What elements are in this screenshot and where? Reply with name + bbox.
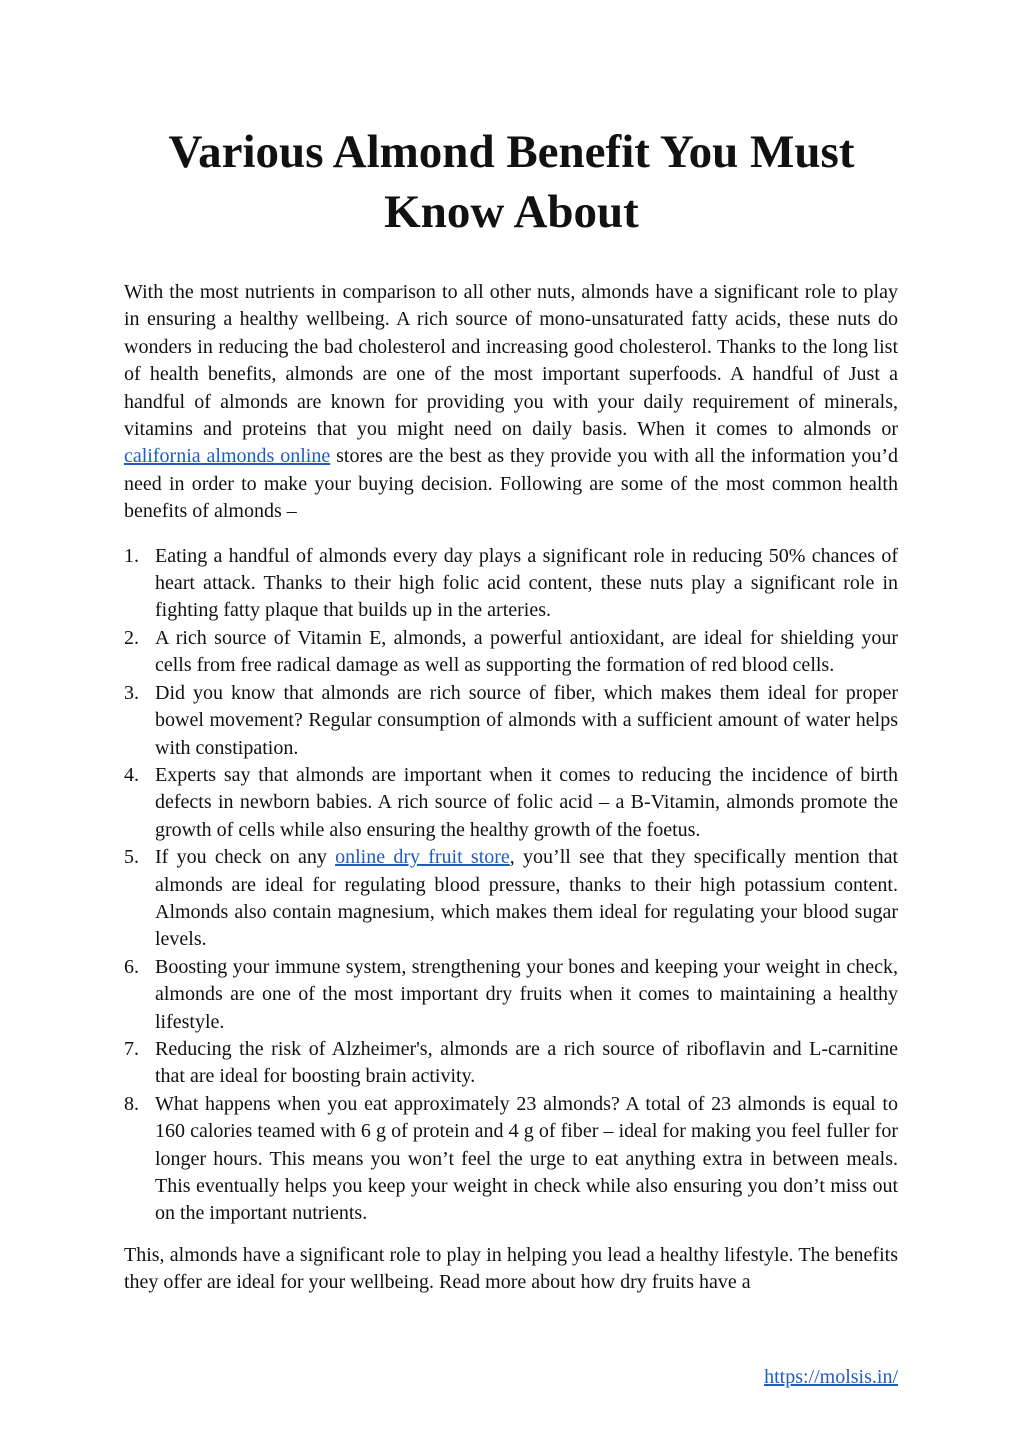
list-item-text-after-link: , you’ll see that they specifically mention that almonds are ideal for regulating blood pressure, thanks to their high potassium content. Almonds also contain magnesium, which makes them ideal for regulating your blood sugar levels. (155, 846, 898, 951)
list-item (124, 680, 898, 762)
list-item (124, 844, 898, 954)
list-item-number: 2. (124, 626, 139, 649)
online-dry-fruit-store-link[interactable]: online dry fruit store (335, 846, 510, 869)
footer-url-link[interactable]: https://molsis.in/ (764, 1366, 898, 1388)
list-item-number: 4. (124, 763, 139, 786)
list-item-text: Boosting your immune system, strengthening your bones and keeping your weight in check, almonds are one of the most important dry fruits when it comes to maintaining a healthy lifestyle. (155, 955, 898, 1033)
list-item-text: Eating a handful of almonds every day plays a significant role in reducing 50% chances of heart attack. Thanks to their high folic acid content, these nuts play a significant role in fighting fatty plaque that builds up in the arteries. (155, 544, 898, 622)
benefits-list (124, 543, 898, 1228)
list-item-text-before-link: If you check on any (155, 846, 336, 869)
list-item-text: Did you know that almonds are rich source of fiber, which makes them ideal for proper bowel movement? Regular consumption of almonds with a sufficient amount of water helps with constipation. (155, 681, 898, 759)
list-item-number: 1. (124, 544, 139, 567)
list-item (124, 954, 898, 1036)
list-item (124, 543, 898, 625)
list-item-text: Experts say that almonds are important when it comes to reducing the incidence of birth defects in newborn babies. A rich source of folic acid – a B-Vitamin, almonds promote the growth of cells while also ensuring the healthy growth of the foetus. (155, 763, 898, 841)
closing-paragraph: This, almonds have a significant role to play in helping you lead a healthy lifestyle. The benefits they offer are ideal for your wellbeing. Read more about how dry fruits have a (124, 1243, 898, 1294)
california-almonds-online-link[interactable]: california almonds online (124, 445, 331, 468)
list-item-text: A rich source of Vitamin E, almonds, a powerful antioxidant, are ideal for shielding your cells from free radical damage as well as supporting the formation of red blood cells. (155, 626, 898, 677)
list-item-text: What happens when you eat approximately 23 almonds? A total of 23 almonds is equal to 160 calories teamed with 6 g of protein and 4 g of fiber – ideal for making you feel fuller for longer hours. This means you won’t feel the urge to eat anything extra in between meals. This eventually helps you keep your weight in check while also ensuring you don’t miss out on the important nutrients. (155, 1092, 898, 1225)
list-item (124, 625, 898, 680)
intro-paragraph (124, 279, 898, 526)
list-item-number: 8. (124, 1092, 139, 1115)
list-item-number: 6. (124, 955, 139, 978)
article-body (124, 279, 898, 1297)
list-item (124, 762, 898, 844)
intro-text-after-link: stores are the best as they provide you with all the information you’d need in order to make your buying decision. Following are some of the most common health benefits of almonds – (124, 445, 898, 523)
list-item-number: 5. (124, 846, 139, 869)
list-item-number: 3. (124, 681, 139, 704)
page-title: Various Almond Benefit You Must Know About (168, 126, 855, 238)
list-item-number: 7. (124, 1037, 139, 1060)
list-item-text (155, 844, 898, 954)
list-item (124, 1036, 898, 1091)
intro-text-before-link: With the most nutrients in comparison to all other nuts, almonds have a significant role to play in ensuring a healthy wellbeing. A rich source of mono-unsaturated fatty acids, these nuts do wonders in reducing the bad cholesterol and increasing good cholesterol. Thanks to the long list of health benefits, almonds are one of the most important superfoods. A handful of Just a handful of almonds are known for providing you with your daily requirement of minerals, vitamins and proteins that you might need on daily basis. When it comes to almonds or (124, 281, 898, 441)
list-item (124, 1091, 898, 1228)
list-item-text: Reducing the risk of Alzheimer's, almonds are a rich source of riboflavin and L-carnitine that are ideal for boosting brain activity. (155, 1037, 898, 1088)
